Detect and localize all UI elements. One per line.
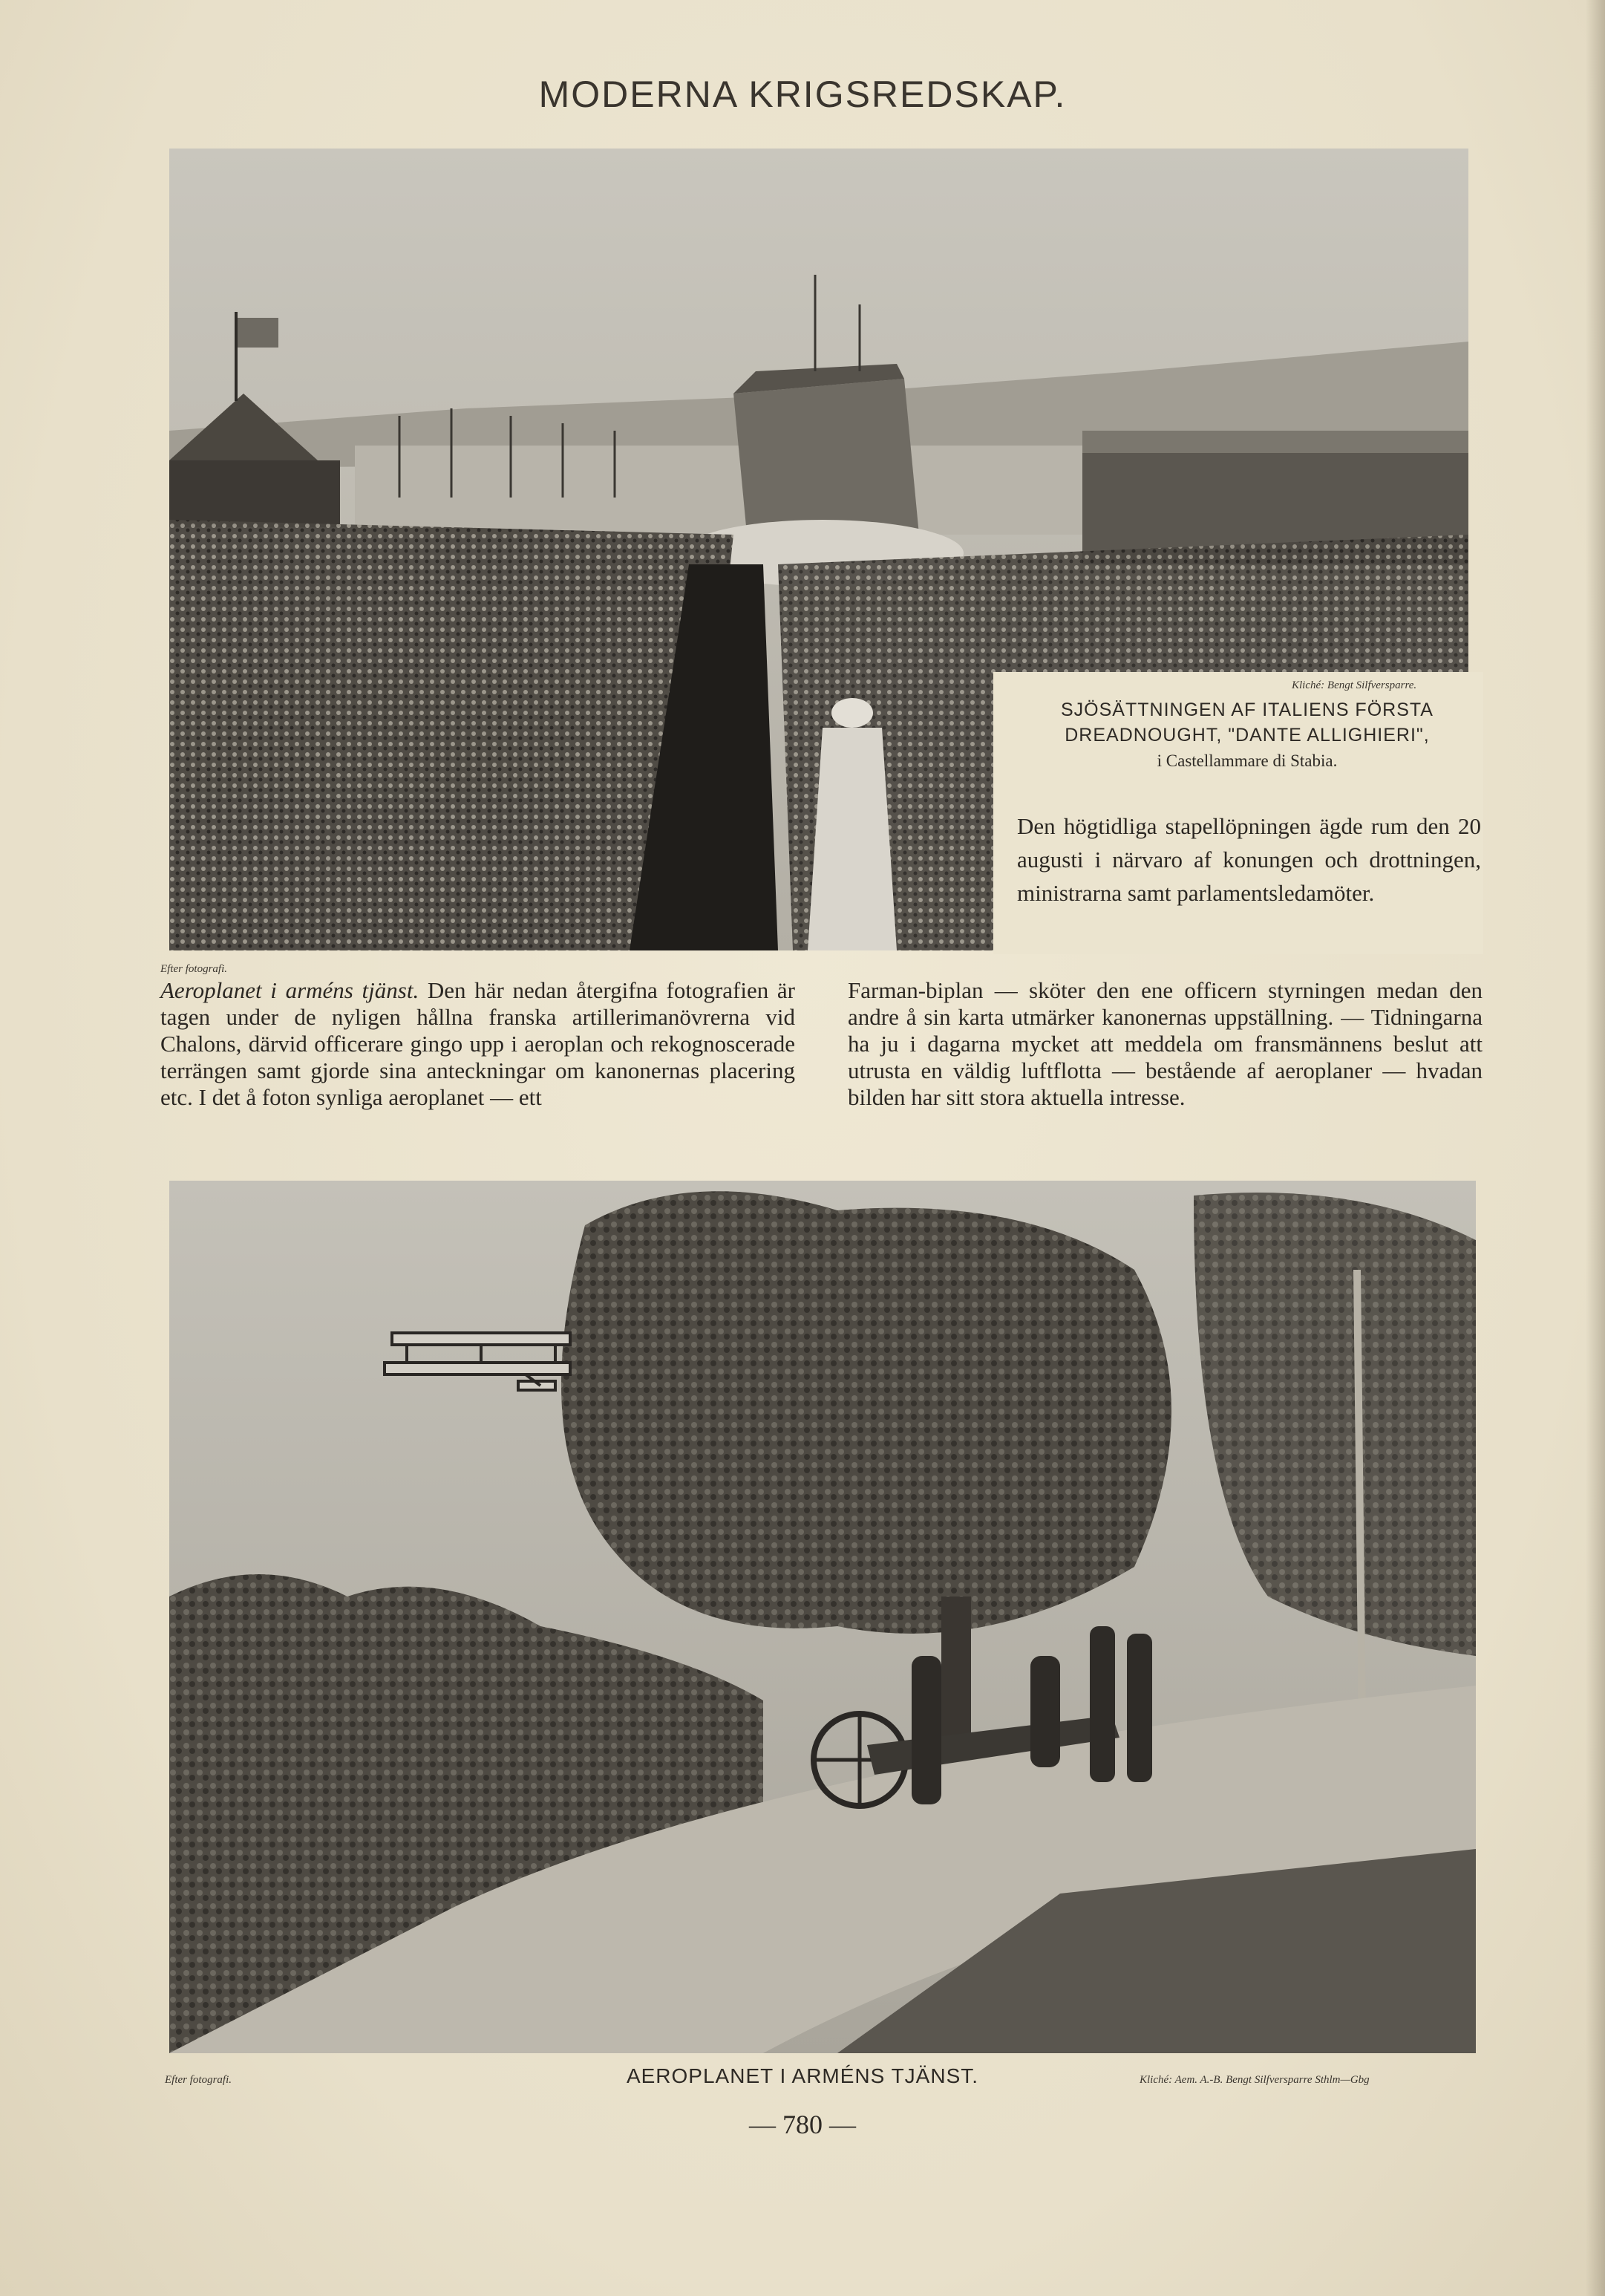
caption-place: i Castellammare di Stabia. — [1157, 751, 1338, 770]
bottom-photo-credit-left: Efter fotografi. — [165, 2074, 232, 2086]
page-number: — 780 — — [749, 2110, 856, 2139]
aeroplane-artillery-photo — [169, 1181, 1476, 2053]
aeroplane-artillery-illustration — [169, 1181, 1476, 2053]
article-column-right — [848, 977, 1483, 1111]
article-column-left — [160, 977, 795, 1111]
caption-title-line-2: DREADNOUGHT, "DANTE ALLIGHIERI", — [1065, 725, 1430, 746]
bottom-photo-credit-right: Kliché: Aem. A.-B. Bengt Silfversparre Sthlm—Gbg — [1140, 2074, 1370, 2086]
caption-title-line-1: SJÖSÄTTNINGEN AF ITALIENS FÖRSTA — [1061, 699, 1434, 720]
page-edge-shadow — [1586, 0, 1605, 2296]
article-left-text: Den här nedan återgifna fotografien är tagen under de nyligen hållna franska artillerimanövrerna vid Chalons, därvid officerare gingo upp i aeroplan och rekognoscerade terrängen samt gjorde sina anteckningar om kanonernas placering etc. I det å foton synliga aeroplanet — ett — [160, 977, 795, 1110]
caption-body: Den högtidliga stapellöpningen ägde rum den 20 augusti i närvaro af konungen och drottningen, ministrarna samt parlamentsledamöter. — [1017, 813, 1481, 906]
bottom-photo-caption: AEROPLANET I ARMÉNS TJÄNST. — [626, 2064, 979, 2087]
article-credit: Efter fotografi. — [160, 963, 227, 975]
article-lead: Aeroplanet i arméns tjänst. — [160, 977, 419, 1003]
photo-credit: Kliché: Bengt Silfversparre. — [1292, 679, 1417, 691]
page-header: MODERNA KRIGSREDSKAP. — [538, 74, 1067, 115]
article-right-text: Farman-biplan — sköter den ene officern styrningen medan den andre å sin karta utmärker kanonernas uppställning. — Tidningarna ha ju i dagarna mycket att meddela om fransmännens beslut att utrusta en väldig luftflotta — bestående af aeroplaner — hvadan bilden har sitt stora aktuella intresse. — [848, 977, 1483, 1110]
